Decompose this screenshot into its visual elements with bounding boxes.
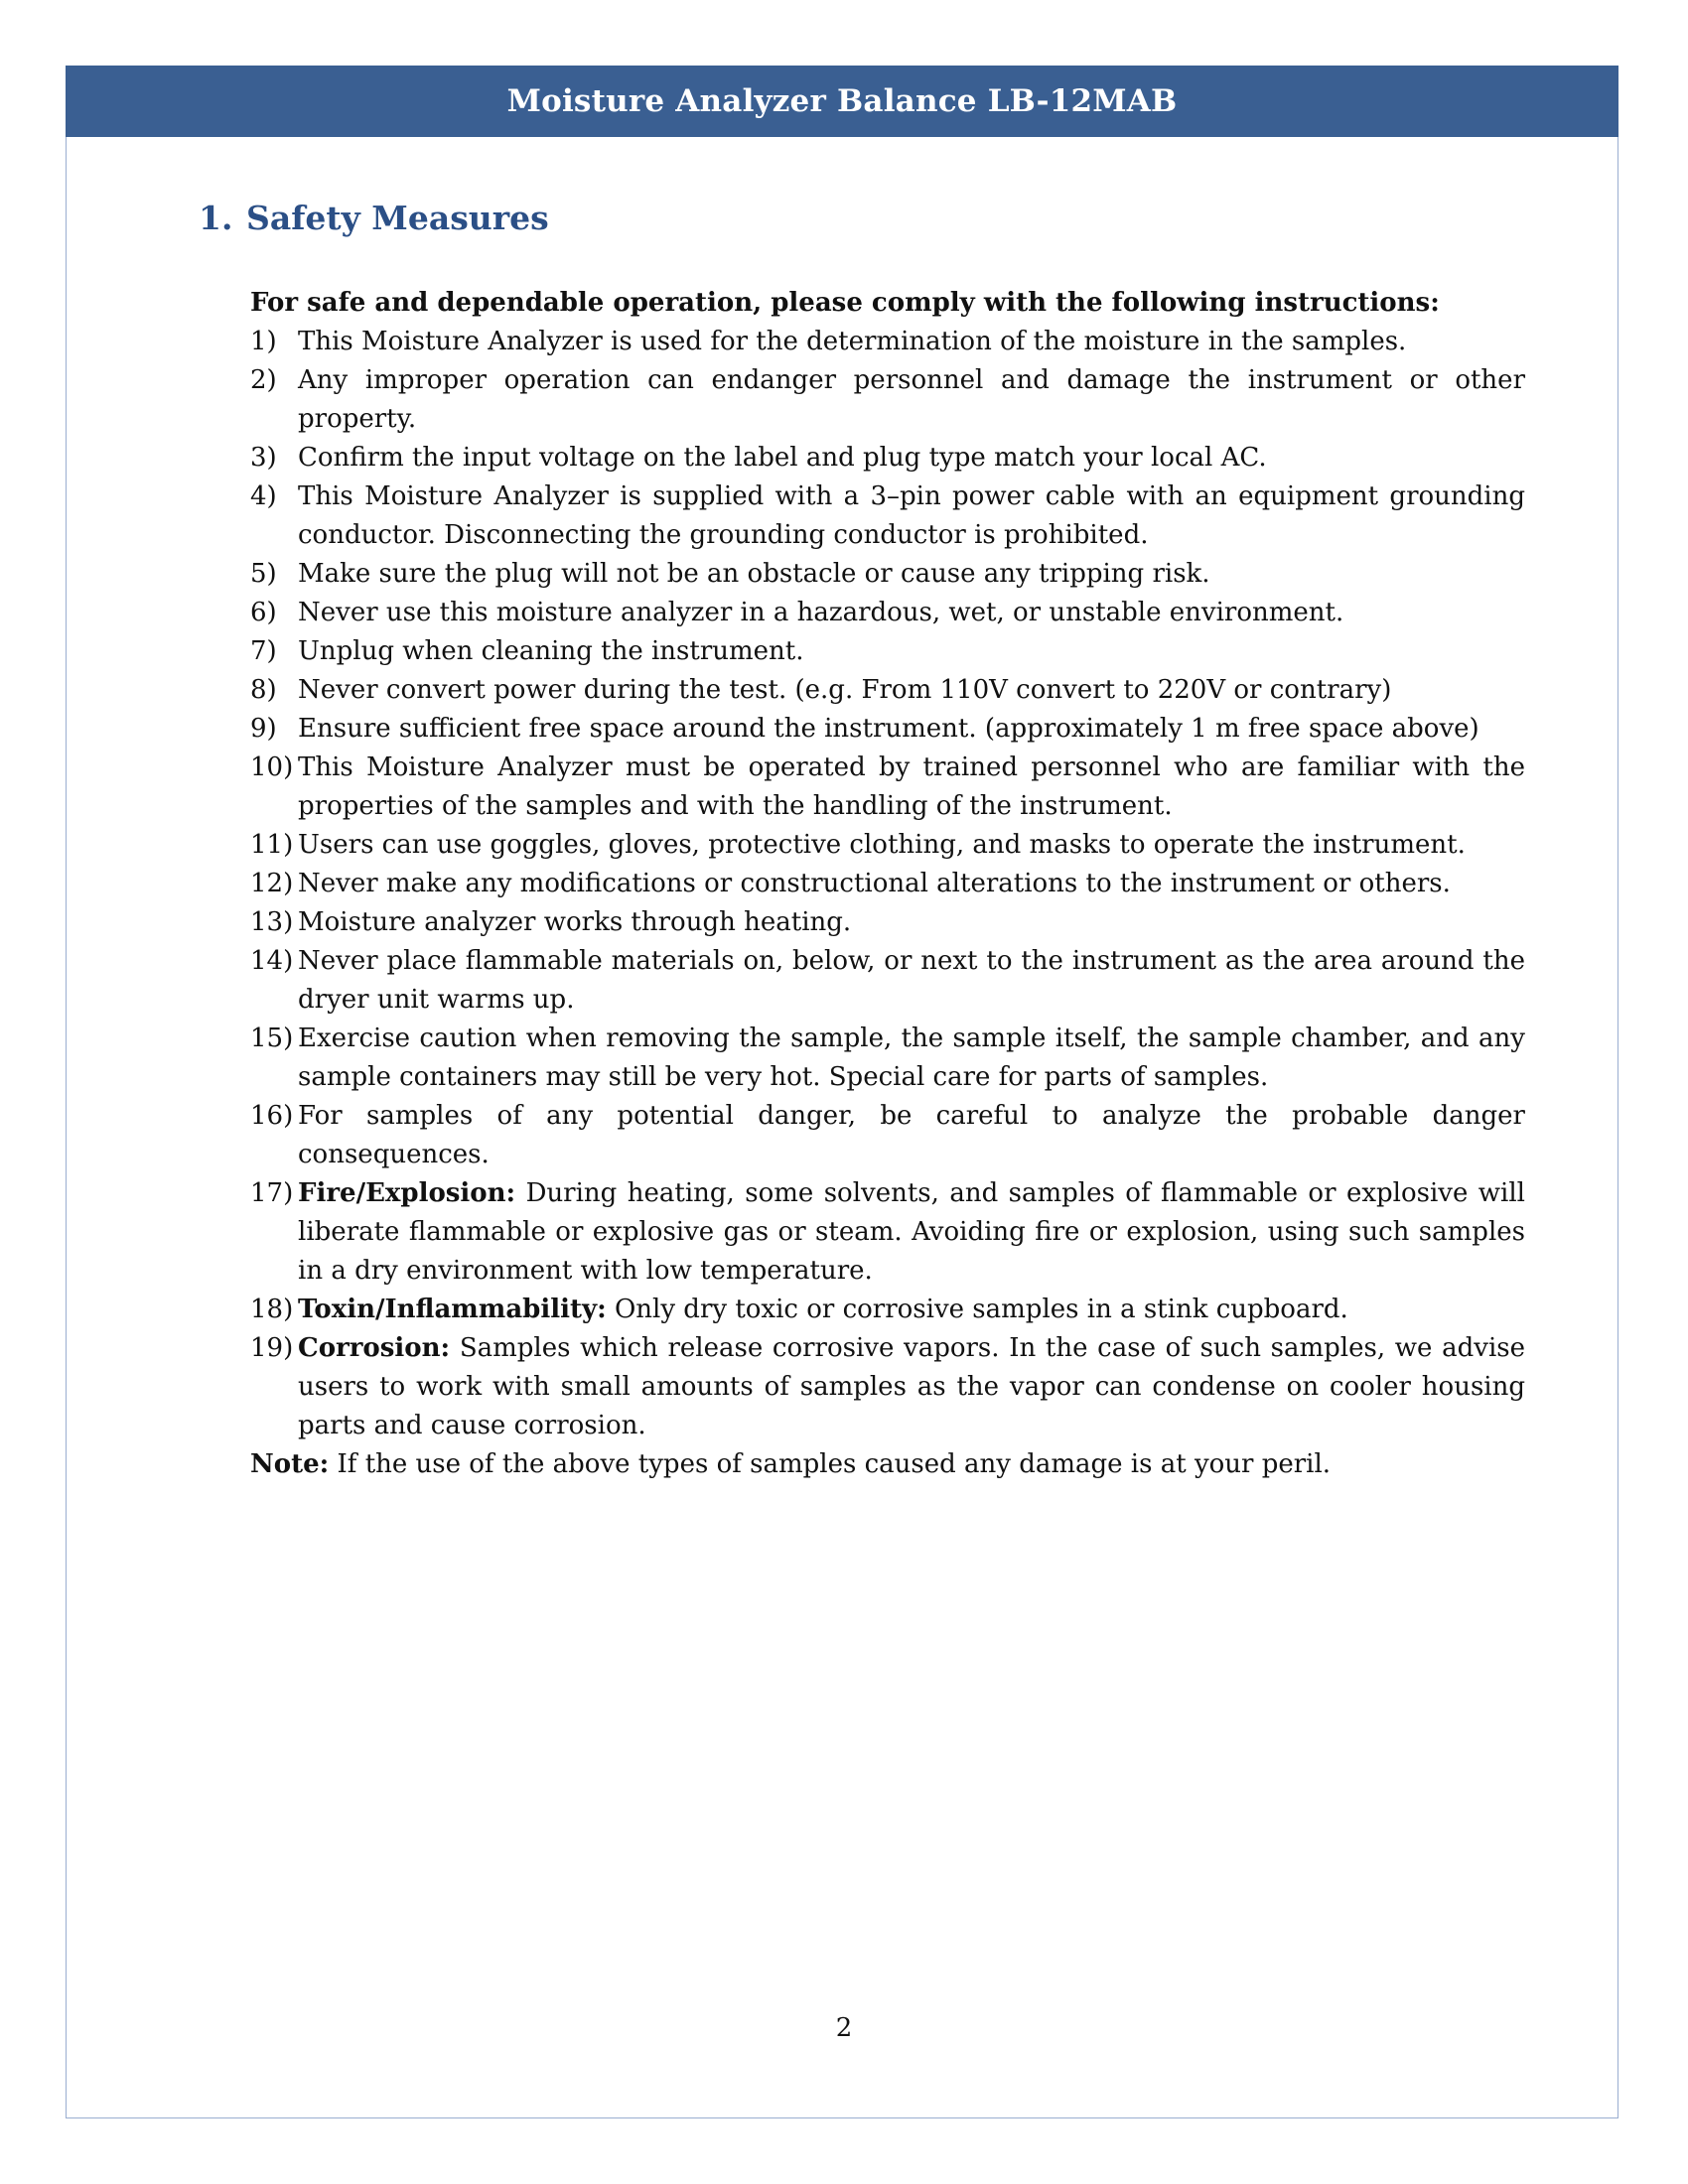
instruction-list — [250, 323, 1525, 1445]
section-title: Safety Measures — [246, 199, 549, 237]
item-text: Make sure the plug will not be an obstacle or cause any tripping risk. — [298, 559, 1210, 589]
item-text: Ensure sufficient free space around the instrument. (approximately 1 m free space above) — [298, 714, 1479, 744]
item-text: Any improper operation can endanger personnel and damage the instrument or other property. — [298, 365, 1525, 434]
item-number: 9) — [250, 714, 277, 744]
instruction-item — [250, 903, 1525, 942]
instruction-item — [250, 1097, 1525, 1174]
instruction-item — [250, 710, 1525, 749]
item-text: This Moisture Analyzer is used for the determination of the moisture in the samples. — [298, 327, 1407, 356]
item-number: 12) — [250, 869, 294, 898]
instruction-item — [250, 1020, 1525, 1097]
item-text: Only dry toxic or corrosive samples in a stink cupboard. — [606, 1295, 1348, 1324]
item-number: 4) — [250, 481, 277, 511]
instruction-item — [250, 632, 1525, 671]
item-text: Never make any modifications or constructional alterations to the instrument or others. — [298, 869, 1451, 898]
safety-instructions — [250, 284, 1525, 1484]
instruction-item — [250, 826, 1525, 865]
item-number: 2) — [250, 365, 277, 395]
item-number: 18) — [250, 1295, 294, 1324]
item-text: This Moisture Analyzer is supplied with a 3–pin power cable with an equipment grounding conductor. Disconnecting the grounding conductor is prohibited. — [298, 481, 1525, 550]
item-number: 1) — [250, 327, 277, 356]
item-label: Fire/Explosion: — [298, 1178, 516, 1208]
instruction-item — [250, 749, 1525, 826]
item-number: 10) — [250, 752, 294, 782]
instruction-item — [250, 323, 1525, 361]
instruction-item — [250, 478, 1525, 555]
item-number: 11) — [250, 830, 294, 860]
item-number: 3) — [250, 443, 277, 473]
item-number: 7) — [250, 636, 277, 666]
section-number: 1. — [199, 199, 233, 237]
item-number: 8) — [250, 675, 277, 705]
item-number: 6) — [250, 598, 277, 627]
instruction-item — [250, 865, 1525, 903]
item-text: Unplug when cleaning the instrument. — [298, 636, 804, 666]
intro-text: For safe and dependable operation, please comply with the following instructions: — [250, 288, 1440, 318]
item-text: This Moisture Analyzer must be operated by trained personnel who are familiar with the properties of the samples and with the handling of the instrument. — [298, 752, 1525, 821]
instruction-item — [250, 1174, 1525, 1291]
item-number: 14) — [250, 946, 294, 976]
instruction-item — [250, 1329, 1525, 1445]
instruction-item — [250, 594, 1525, 632]
item-number: 5) — [250, 559, 277, 589]
note-text: If the use of the above types of samples caused any damage is at your peril. — [329, 1449, 1332, 1479]
instruction-item — [250, 555, 1525, 594]
item-number: 16) — [250, 1101, 294, 1131]
item-text: Users can use goggles, gloves, protective clothing, and masks to operate the instrument. — [298, 830, 1466, 860]
item-label: Toxin/Inflammability: — [298, 1295, 607, 1324]
document-title: Moisture Analyzer Balance LB-12MAB — [506, 83, 1178, 119]
item-text: Never convert power during the test. (e.g. From 110V convert to 220V or contrary) — [298, 675, 1392, 705]
item-text: Never use this moisture analyzer in a hazardous, wet, or unstable environment. — [298, 598, 1344, 627]
item-text: Exercise caution when removing the sample, the sample itself, the sample chamber, and any sample containers may still be very hot. Special care for parts of samples. — [298, 1024, 1525, 1092]
item-text: Moisture analyzer works through heating. — [298, 907, 852, 937]
item-text: Samples which release corrosive vapors. In the case of such samples, we advise users to work with small amounts of samples as the vapor can condense on cooler housing parts and cause corrosion. — [298, 1333, 1525, 1440]
page-number: 2 — [835, 2013, 853, 2043]
instruction-item — [250, 361, 1525, 439]
instruction-item — [250, 671, 1525, 710]
item-label: Corrosion: — [298, 1333, 451, 1363]
section-heading — [199, 199, 549, 237]
document-header — [66, 66, 1618, 137]
instruction-item — [250, 942, 1525, 1020]
item-text: During heating, some solvents, and samples of flammable or explosive will liberate flammable or explosive gas or steam. Avoiding fire or explosion, using such samples in a dry environment with low temperature. — [298, 1178, 1525, 1286]
item-number: 19) — [250, 1333, 294, 1363]
item-text: Never place flammable materials on, below, or next to the instrument as the area around the dryer unit warms up. — [298, 946, 1525, 1015]
instruction-item — [250, 439, 1525, 478]
item-text: For samples of any potential danger, be careful to analyze the probable danger consequences. — [298, 1101, 1525, 1169]
item-number: 13) — [250, 907, 294, 937]
instruction-item — [250, 1291, 1525, 1329]
note-label: Note: — [250, 1449, 330, 1479]
item-number: 17) — [250, 1178, 294, 1208]
note — [250, 1445, 1525, 1484]
item-number: 15) — [250, 1024, 294, 1053]
item-text: Confirm the input voltage on the label and plug type match your local AC. — [298, 443, 1267, 473]
